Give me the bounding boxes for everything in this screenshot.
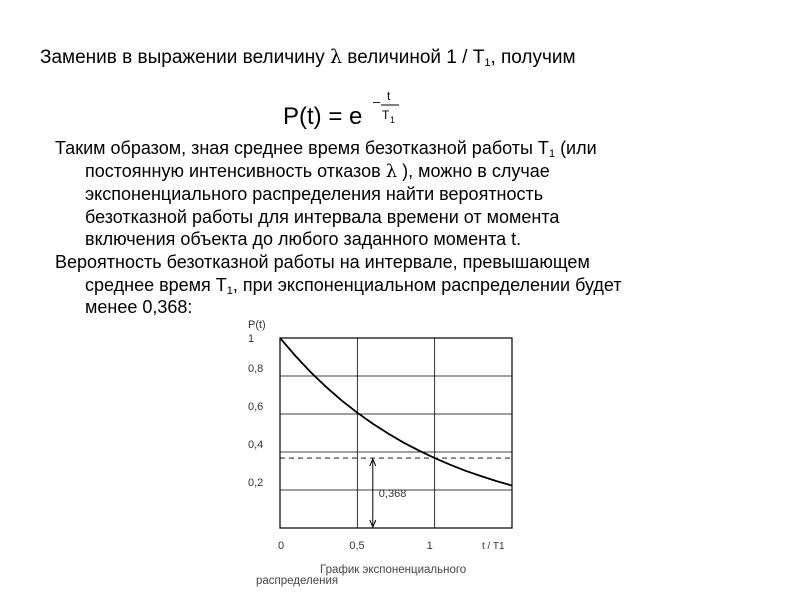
- paragraph-1-line-3: экспоненциального распределения найти вероятность: [85, 184, 544, 204]
- x-tick-label: 0: [278, 540, 285, 552]
- y-tick-label: 0,4: [248, 439, 264, 451]
- y-axis-label: P(t): [248, 319, 266, 331]
- lambda-symbol: λ: [385, 160, 398, 182]
- p2-l2-text: среднее время Т: [85, 274, 227, 295]
- reliability-chart: [220, 318, 540, 588]
- intro-sentence: [40, 46, 576, 69]
- chart-caption-line-2: распределения: [256, 575, 339, 587]
- y-tick-label: 0,6: [248, 401, 264, 413]
- lambda-symbol: λ: [329, 46, 343, 68]
- x-tick-label: 0,5: [349, 540, 365, 552]
- p1-l1-end: (или: [555, 138, 597, 158]
- p1-l2-text: постоянную интенсивность отказов: [85, 160, 386, 181]
- paragraph-1-line-5: включения объекта до любого заданного момента t.: [85, 229, 522, 249]
- intro-text-mid: величиной 1 / Т: [342, 47, 485, 68]
- p1-l1-text: Таким образом, зная среднее время безотказной работы Т: [55, 138, 549, 158]
- p1-l1-subscript: 1: [548, 148, 556, 160]
- p1-l2-end: ), можно в случае: [397, 160, 550, 181]
- x-axis-label: t / T1: [482, 541, 505, 552]
- paragraph-1-line-1: [55, 137, 597, 160]
- reference-value-label: 0,368: [378, 488, 407, 501]
- chart-caption-line-1: График экспоненциального: [320, 564, 467, 576]
- formula-numerator: t: [387, 89, 391, 103]
- formula-denominator-subscript: 1: [390, 115, 396, 125]
- x-tick-label: 1: [426, 540, 433, 552]
- paragraph-2-line-1: Вероятность безотказной работы на интервале, превышающем: [55, 252, 590, 272]
- formula: [283, 86, 423, 136]
- intro-text: Заменив в выражении величину: [40, 47, 330, 68]
- y-tick-label: 0,2: [248, 477, 264, 489]
- paragraph-1-line-4: безотказной работы для интервала времени от момента: [85, 206, 560, 227]
- exponential-curve: [280, 338, 512, 486]
- formula-minus: –: [373, 94, 381, 109]
- intro-text-end: , получим: [490, 47, 576, 68]
- p2-l2-subscript: 1: [226, 284, 233, 297]
- paragraph-1-line-2: [55, 160, 597, 184]
- paragraph-1: [55, 137, 597, 251]
- paragraph-2: [55, 251, 622, 319]
- formula-lhs: P(t) = e: [283, 103, 363, 130]
- y-tick-label: 0,8: [248, 363, 264, 375]
- paragraph-2-line-2: [55, 274, 622, 297]
- paragraph-2-line-3: менее 0,368:: [85, 297, 193, 317]
- p2-l2-end: , при экспоненциальном распределении будет: [232, 274, 622, 295]
- formula-denominator: T: [382, 108, 390, 122]
- y-tick-label: 1: [248, 333, 255, 345]
- intro-subscript: 1: [484, 57, 491, 69]
